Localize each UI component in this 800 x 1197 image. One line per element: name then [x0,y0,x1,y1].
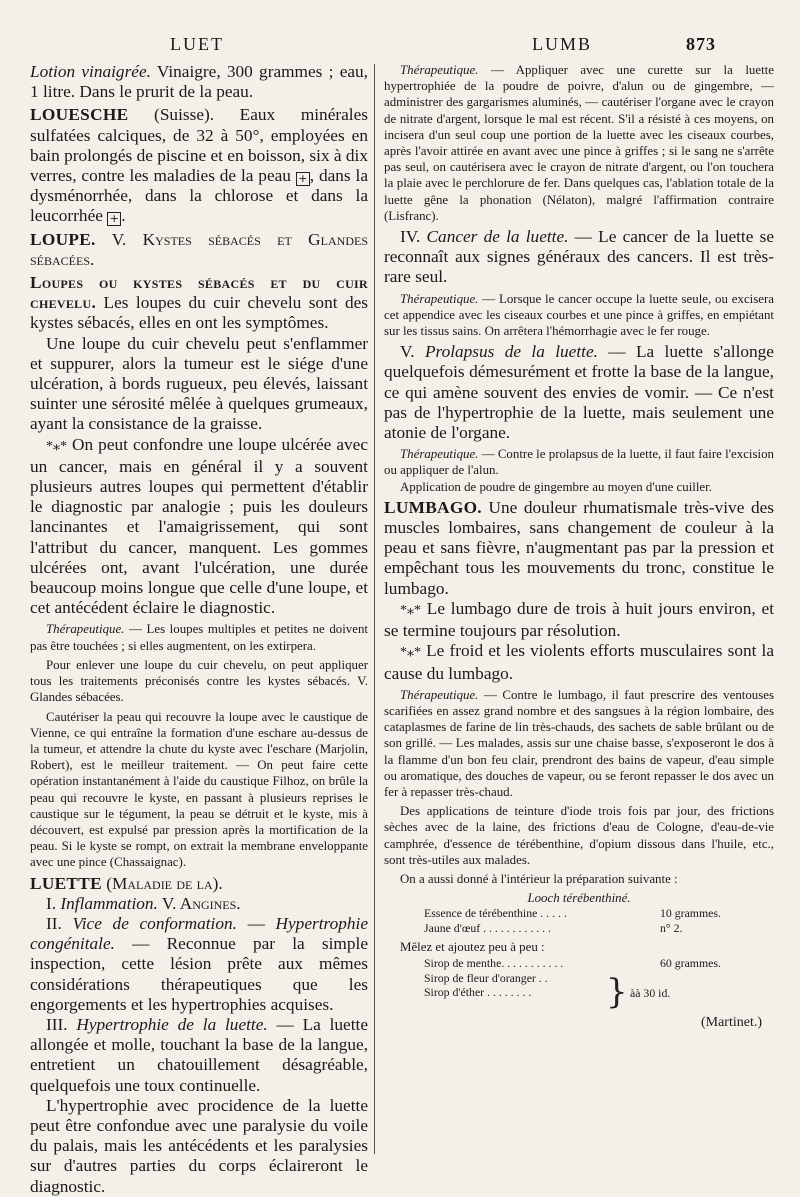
attribution: (Martinet.) [700,1014,762,1030]
asterism-icon: *⁎* [46,438,67,454]
paragraph: On a aussi donné à l'intérieur la préparation suivante : [400,871,678,886]
brace-icon: } [606,971,628,1012]
headword: LOUPE. [30,229,96,249]
column-divider [374,64,375,1154]
therapeutics-paragraph: Thérapeutique. — Contre le lumbago, il faut prescrire des ventouses scarifiées en assez grand nombre et des sangsues à la région lombaire, des cataplasmes de farine de lin très-chauds, des sachets de sable brûlant ou de son grillé. — Les malades, assis sur une chaise basse, s'exposeront le dos à la flamme d'un bon feu clair, prendront des bains de vapeur, d'eau simple ou aromatique, des douches de vapeur, ou se feront repasser le dos avec un fer à repasser très-chaud. [384,687,774,799]
luette-section-5: V. Prolapsus de la luette. — La luette s'allonge quelquefois démesurément et frotte la base de la langue, ce qui amène souvent des envies de vomir. — Ce n'est pas de l'hypertrophie de la luette, mais seulement une atonie de l'organe. [384,342,774,443]
right-column [384,62,774,1031]
entry-luette: LUETTE (Maladie de la). [30,873,223,893]
recipe-line: Jaune d'œuf . . . . . . . . . . . . n° 2. [424,921,683,936]
asterism-icon: *⁎* [400,602,421,618]
entry-loupe: LOUPE. V. Kystes sébacés et Glandes sébacées. [30,229,368,269]
headword: LOUESCHE [30,105,129,125]
luette-section-3: III. Hypertrophie de la luette. — La luette allongée et molle, touchant la base de la langue, entretient un chatouillement désagréable, quelquefois une toux continuelle. [30,1014,369,1095]
diagnosis-paragraph: *⁎* On peut confondre une loupe ulcérée avec un cancer, mais en général il y a souvent plusieurs autres loupes qui permettent d'établir le diagnostic par analogie ; puis les douleurs lancinantes et l'amaigrissement, qui sont l'attribut du cancer, manquent. Les gommes ulcérées ont, avant l'ulcération, une durée beaucoup moins longue que celle d'une loupe, et cet antécédent éclaire le diagnostic. [30,434,368,618]
headword: LUMBAGO. [384,497,482,517]
entry-lotion: Lotion vinaigrée. Vinaigre, 300 grammes ; eau, 1 litre. Dans le prurit de la peau. [30,62,368,102]
therapeutics-paragraph: Thérapeutique. — Appliquer avec une curette sur la luette hypertrophiée de la poudre de poivre, d'alun ou de gingembre, — administrer des gargarismes aluminés, — cautériser l'organe avec le crayon de nitrate d'argent, lorsque le mal est récent. S'il a résisté à ces moyens, on incisera d'un seul coup une portion de la luette avec les ciseaux courbes, après l'avoir attirée en avant avec une pince à griffes ; si le sang ne s'arrête pas seul, on cautérisera avec le crayon de nitrate d'argent, ou l'on touchera la plaie avec le perchlorure de fer. Dans quelques cas, l'ablation totale de la luette gêne la phonation (Nélaton), malgré l'affirmation contraire (Lisfranc). [384,63,774,223]
paragraph: L'hypertrophie avec procidence de la luette peut être confondue avec une paralysie du voile du palais, mais les antécédents et les paralysies sur d'autres parties du corps éclaireront le diagnostic. [30,1095,368,1196]
luette-section-4: IV. Cancer de la luette. — Le cancer de la luette se reconnaît aux signes généraux des cancers. Il est très-rare seul. [384,227,775,287]
therapeutics-paragraph: Thérapeutique. — Contre le prolapsus de la luette, il faut faire l'excision ou appliquer de l'alun. [384,447,774,478]
paragraph: Une loupe du cuir chevelu peut s'enflammer et suppurer, alors la tumeur est le siége d'une ulcération, à bords rugueux, peu élevés, laissant suinter une sérosité mêlée à quelques grumeaux, ayant la consistance de la graisse. [30,333,368,434]
luette-section-1: I. Inflammation. V. Angines. [46,893,241,913]
recipe-line: Essence de térébenthine . . . . . 10 grammes. [424,906,721,921]
luette-section-2: II. Vice de conformation. — Hypertrophie congénitale. — Reconnue par la simple inspection, cette lésion prête aux mêmes considérations thérapeutiques que les engorgements et les hypertrophies acquises. [30,913,368,1014]
recipe-line: Sirop d'éther . . . . . . . . [424,985,532,1000]
recipe-quantity: àà 30 id. [630,985,671,1000]
therapeutics-paragraph: Thérapeutique. — Lorsque le cancer occupe la luette seule, ou excisera cet appendice avec les ciseaux courbes et une pince à griffes, en empiétant sur les tissus sains. On arrêtera l'hémorrhagie avec le fer rouge. [384,291,774,339]
recipe-line: Sirop de fleur d'oranger . . [424,970,548,985]
paragraph: Cautériser la peau qui recouvre la loupe avec le caustique de Vienne, ce qui entraîne la formation d'une eschare au-dessus de la tumeur, et attendre la chute du kyste avec l'eschare (Marjolin, Robert), est le meilleur traitement. — On peut faire cette opération instantanément à l'aide du caustique Filhoz, on brûle la peau qui recouvre le kyste, en passant à plusieurs reprises le caustique sur le tégument, la peau se détruit et le kyste, mis à découvert, est expulsé par pression après la mortification de la peau. Si le kyste se rompt, on extrait la membrane enveloppante avec une pince (Chassaignac). [30,709,368,870]
mix-instruction: Mêlez et ajoutez peu à peu : [400,940,545,955]
therapeutics-paragraph: Thérapeutique. — Les loupes multiples et petites ne doivent pas être touchées ; si elles augmentent, on les extirpera. [30,622,368,653]
recipe-line: Sirop de menthe. . . . . . . . . . . 60 grammes. [424,955,721,970]
paragraph: Des applications de teinture d'iode trois fois par jour, des frictions sèches avec de la laine, des frictions d'eau de Cologne, d'eau-de-vie camphrée, d'essence de térébenthine, d'opium dissous dans l'huile, etc., sont très-utiles aux malades. [384,804,774,867]
entry-louesche: LOUESCHE (Suisse). Eaux minérales sulfatées calciques, de 32 à 50°, employées en bain prolongés de piscine et en boisson, six à dix verres, contre les maladies de la peau + , dans la dysménorrhée, dans la chlorose et dans la leucorrhée + . [30,105,368,226]
header-left-word: LUET [170,34,224,54]
header-right-word: LUMB [532,34,593,54]
entry-lumbago: LUMBAGO. Une douleur rhumatismale très-vive des muscles lombaires, sans changement de couleur à la peau et sans fièvre, n'augmentant pas par la pression et empêchant tous les mouvements du tronc, constitue le lumbago. [384,497,774,598]
subentry-loupes-cuir-chevelu: Loupes ou kystes sébacés et du cuir chevelu. Les loupes du cuir chevelu sont des kystes sébacés, elles en ont les symptômes. [30,273,368,333]
recipe-brace-group [424,971,754,1015]
paragraph: Pour enlever une loupe du cuir chevelu, on peut appliquer tous les traitements préconisés contre les kystes sébacés. V. Glandes sébacées. [30,657,368,705]
cross-reference-icon: + [107,212,121,226]
duration-paragraph: *⁎* Le lumbago dure de trois à huit jours environ, et se termine toujours par résolution. [384,598,774,641]
page-number: 873 [686,34,716,54]
running-header [0,30,800,58]
cross-reference-icon: + [296,172,310,186]
cause-paragraph: *⁎* Le froid et les violents efforts musculaires sont la cause du lumbago. [384,641,774,683]
recipe-title: Looch térébenthiné. [527,891,631,906]
asterism-icon: *⁎* [400,645,421,661]
left-column [30,62,368,1197]
subheadword: Loupes ou kystes sébacés et du cuir chevelu. [30,273,368,313]
headword: LUETTE [30,873,102,893]
paragraph: Application de poudre de gingembre au moyen d'une cuiller. [400,479,712,494]
